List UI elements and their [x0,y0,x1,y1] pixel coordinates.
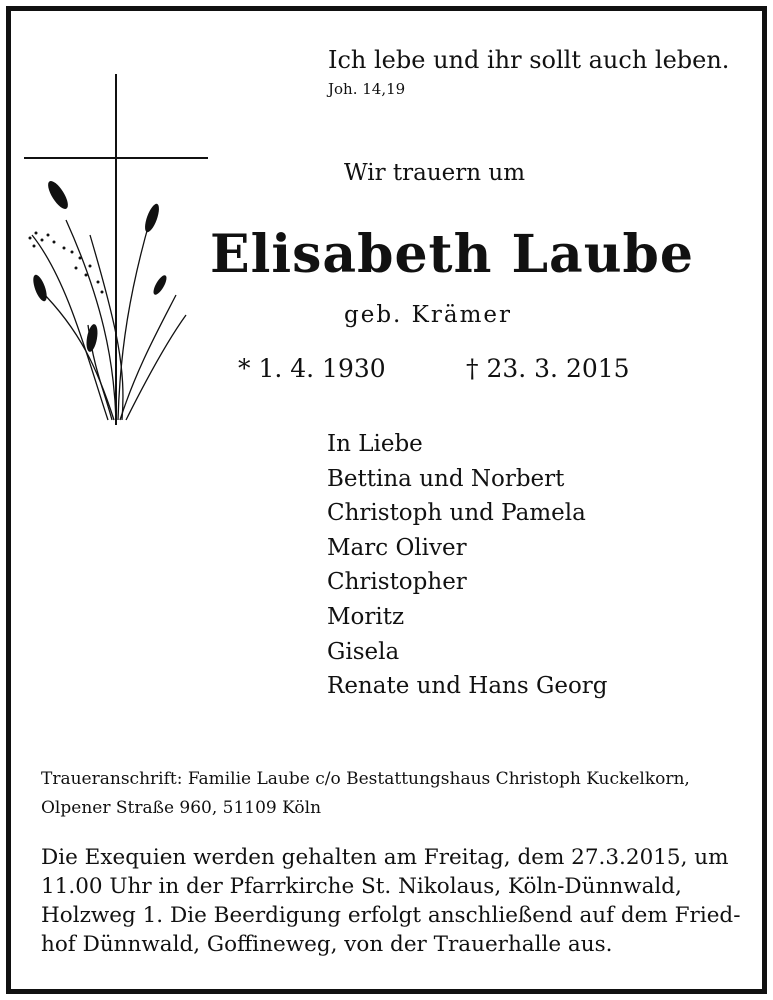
address-line: Traueranschrift: Familie Laube c/o Bestattungshaus Christoph Kuckelkorn, [41,769,690,789]
service-line: Holzweg 1. Die Beerdigung erfolgt anschließend auf dem Fried- [41,903,741,928]
service-line: Die Exequien werden gehalten am Freitag, dem 27.3.2015, um [41,845,729,870]
address-line: Olpener Straße 960, 51109 Köln [41,798,322,818]
service-line: hof Dünnwald, Goffineweg, von der Trauerhalle aus. [41,932,613,957]
mourners-list [327,427,608,704]
list-item: In Liebe [327,431,423,457]
list-item: Christoph und Pamela [327,500,586,527]
maiden-name: geb. Krämer [344,302,512,328]
list-item: Bettina und Norbert [327,465,565,492]
intro-text: Wir trauern um [344,160,526,186]
death-date: † 23. 3. 2015 [466,354,630,383]
list-item: Gisela [327,638,400,665]
bible-reference: Joh. 14,19 [328,80,406,98]
mourning-address [41,765,690,823]
service-line: 11.00 Uhr in der Pfarrkirche St. Nikolaus, Köln-Dünnwald, [41,874,682,899]
cross-with-wheat-icon [18,70,218,430]
list-item: Renate und Hans Georg [327,673,608,700]
list-item: Marc Oliver [327,534,467,561]
deceased-name: Elisabeth Laube [210,224,694,285]
birth-date: * 1. 4. 1930 [238,354,386,383]
funeral-service-info [41,843,740,959]
list-item: Christopher [327,569,467,596]
bible-quote: Ich lebe und ihr sollt auch leben. [328,46,730,74]
list-item: Moritz [327,603,405,630]
